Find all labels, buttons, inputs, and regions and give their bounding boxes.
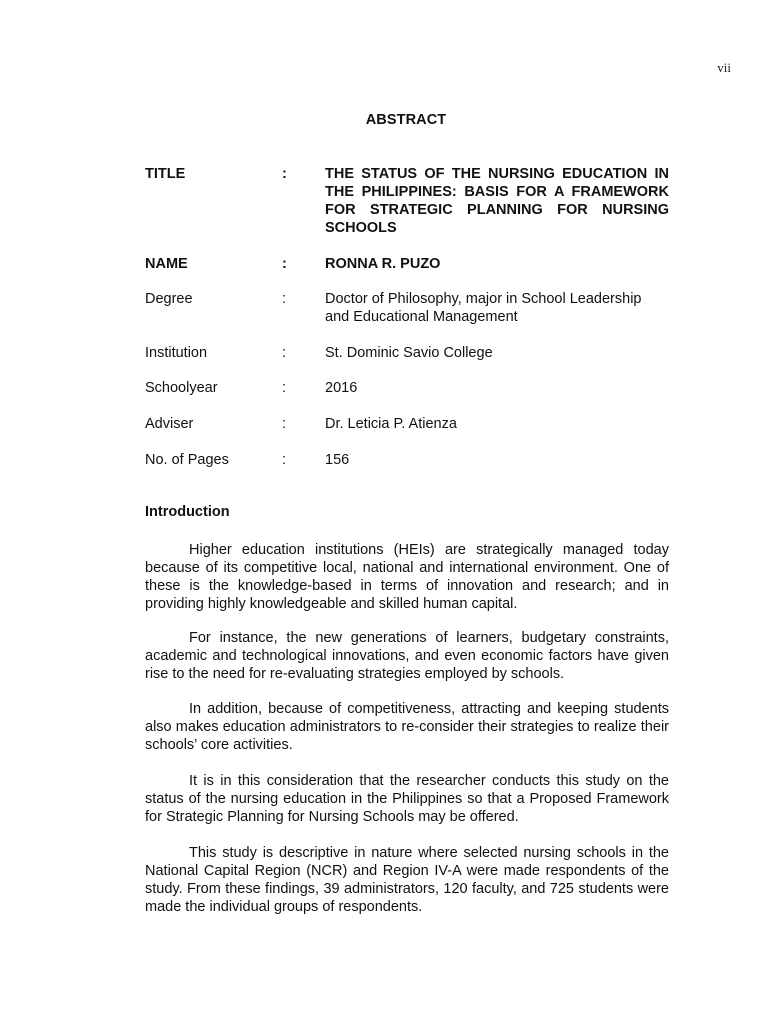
meta-row-schoolyear xyxy=(145,379,669,397)
meta-value-institution: St. Dominic Savio College xyxy=(325,345,493,361)
meta-label: NAME xyxy=(145,256,188,272)
meta-label: Institution xyxy=(145,345,208,361)
meta-colon: : xyxy=(282,452,287,468)
meta-label: No. of Pages xyxy=(145,452,229,468)
page-number: vii xyxy=(717,60,731,75)
meta-label: Degree xyxy=(145,291,193,307)
meta-label: TITLE xyxy=(145,166,186,182)
meta-value-name: RONNA R. PUZO xyxy=(325,256,441,272)
meta-value-pages: 156 xyxy=(325,452,350,468)
meta-value-title: THE STATUS OF THE NURSING EDUCATION IN THE PHILIPPINES: BASIS FOR A FRAMEWORK FOR STRATEGIC PLANNING FOR NURSING SCHOOLS xyxy=(325,166,669,236)
meta-colon: : xyxy=(282,345,287,361)
paragraph: In addition, because of competitiveness, attracting and keeping students also makes education administrators to re-consider their strategies to realize their schools’ core activities. xyxy=(145,701,669,753)
meta-row-adviser xyxy=(145,415,669,433)
meta-colon: : xyxy=(282,291,287,307)
introduction-heading: Introduction xyxy=(145,504,230,520)
paragraph: For instance, the new generations of learners, budgetary constraints, academic and technological innovations, and even economic factors have given rise to the need for re-evaluating strategies employed by schools. xyxy=(145,630,669,682)
meta-value-schoolyear: 2016 xyxy=(325,380,358,396)
meta-row-title xyxy=(145,165,669,237)
meta-row-institution xyxy=(145,344,669,362)
meta-label: Schoolyear xyxy=(145,380,218,396)
abstract-heading: ABSTRACT xyxy=(365,112,447,128)
meta-colon: : xyxy=(282,256,287,272)
meta-row-pages xyxy=(145,451,669,469)
meta-colon: : xyxy=(282,380,287,396)
meta-row-degree xyxy=(145,290,669,326)
paragraph: This study is descriptive in nature where selected nursing schools in the National Capital Region (NCR) and Region IV-A were made respondents of the study. From these findings, 39 administrators, 120 faculty, and 725 students were made the individual groups of respondents. xyxy=(145,845,669,915)
paragraph: Higher education institutions (HEIs) are strategically managed today because of its competitive local, national and international environment. One of these is the knowledge-based in terms of innovation and research; and in providing highly knowledgeable and skilled human capital. xyxy=(145,542,669,612)
meta-colon: : xyxy=(282,166,287,182)
meta-value-adviser: Dr. Leticia P. Atienza xyxy=(325,416,457,432)
meta-row-name xyxy=(145,255,669,273)
paragraph: It is in this consideration that the researcher conducts this study on the status of the nursing education in the Philippines so that a Proposed Framework for Strategic Planning for Nursing Schools may be offered. xyxy=(145,773,669,825)
meta-value-degree: Doctor of Philosophy, major in School Leadership and Educational Management xyxy=(325,291,642,325)
meta-colon: : xyxy=(282,416,287,432)
meta-label: Adviser xyxy=(145,416,194,432)
